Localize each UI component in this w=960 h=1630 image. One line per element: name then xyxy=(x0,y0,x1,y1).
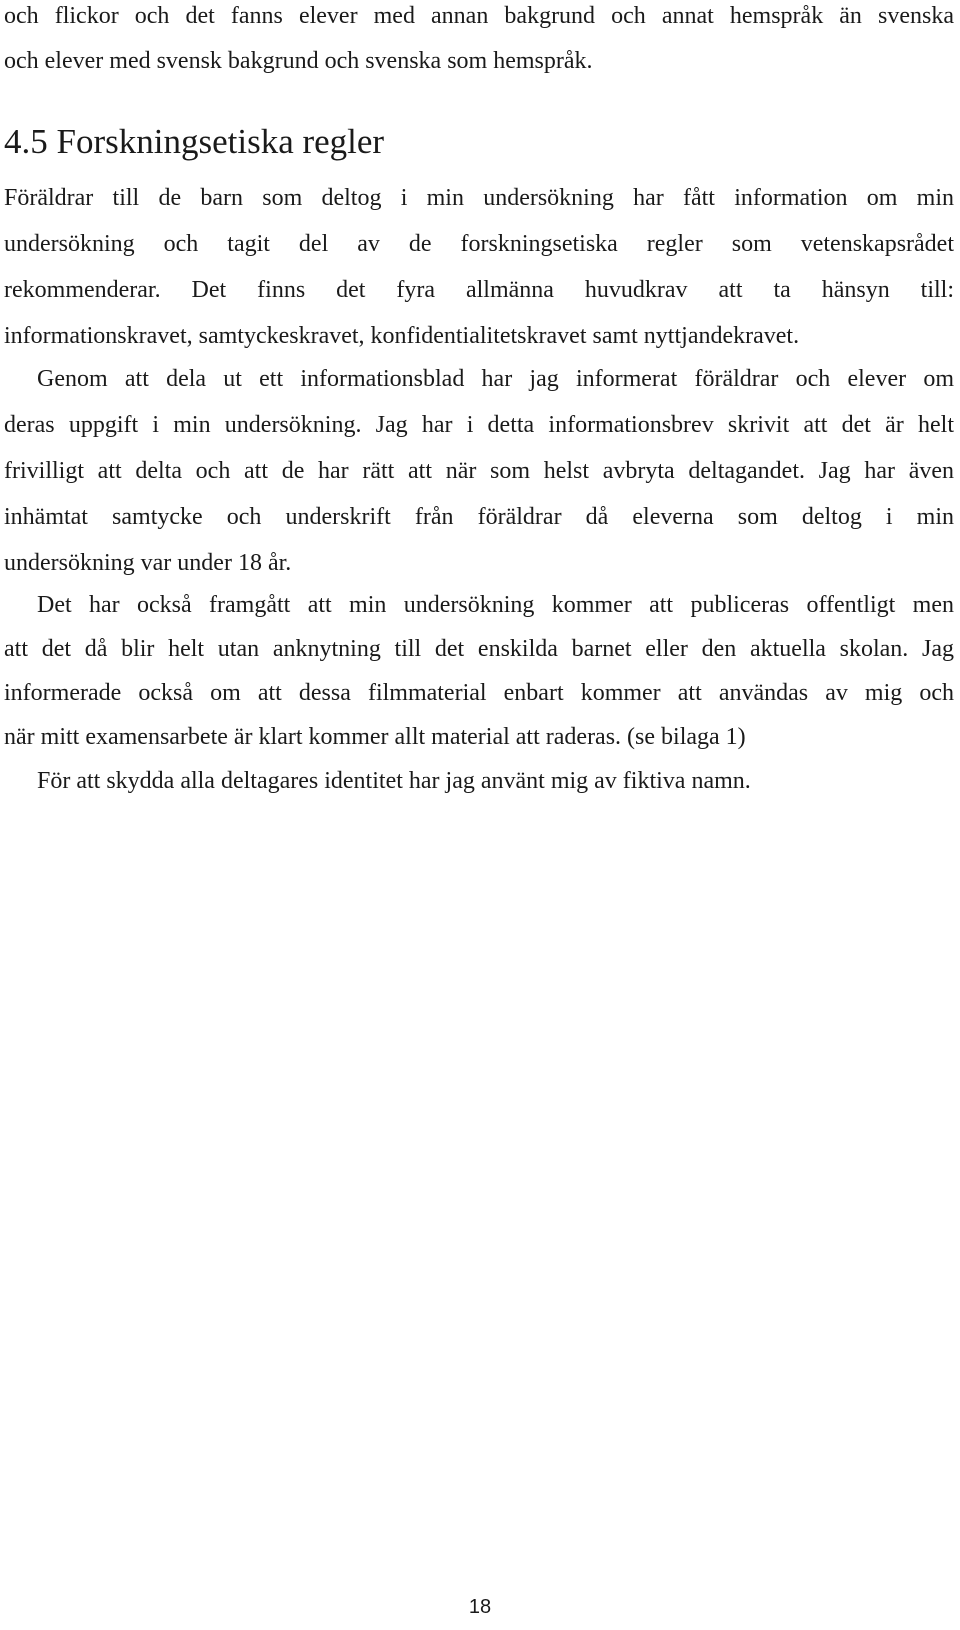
paragraph-line: undersökning var under 18 år. xyxy=(4,550,292,576)
paragraph-line: rekommenderar. Det finns det fyra allmänna huvudkrav att ta hänsyn till: xyxy=(4,277,954,303)
paragraph-line: För att skydda alla deltagares identitet har jag använt mig av fiktiva namn. xyxy=(37,768,751,794)
paragraph-line: att det då blir helt utan anknytning till det enskilda barnet eller den aktuella skolan. Jag xyxy=(4,636,954,662)
paragraph-line: deras uppgift i min undersökning. Jag har i detta informationsbrev skrivit att det är helt xyxy=(4,412,954,438)
intro-line-2: och elever med svensk bakgrund och svenska som hemspråk. xyxy=(4,48,593,74)
paragraph-line: inhämtat samtycke och underskrift från föräldrar då eleverna som deltog i min xyxy=(4,504,954,530)
paragraph-line: Genom att dela ut ett informationsblad har jag informerat föräldrar och elever om xyxy=(37,366,954,392)
paragraph-line: informerade också om att dessa filmmaterial enbart kommer att användas av mig och xyxy=(4,680,954,706)
page-number: 18 xyxy=(468,1596,492,1618)
paragraph-line: när mitt examensarbete är klart kommer allt material att raderas. (se bilaga 1) xyxy=(4,724,746,750)
paragraph-line: frivilligt att delta och att de har rätt att när som helst avbryta deltagandet. Jag har även xyxy=(4,458,954,484)
paragraph-line: Det har också framgått att min undersökning kommer att publiceras offentligt men xyxy=(37,592,954,618)
section-heading: 4.5 Forskningsetiska regler xyxy=(4,122,385,161)
intro-line-1: och flickor och det fanns elever med annan bakgrund och annat hemspråk än svenska xyxy=(4,3,954,29)
paragraph-line: informationskravet, samtyckeskravet, konfidentialitetskravet samt nyttjandekravet. xyxy=(4,323,800,349)
paragraph-line: undersökning och tagit del av de forskningsetiska regler som vetenskapsrådet xyxy=(4,231,954,257)
paragraph-line: Föräldrar till de barn som deltog i min undersökning har fått information om min xyxy=(4,185,954,211)
